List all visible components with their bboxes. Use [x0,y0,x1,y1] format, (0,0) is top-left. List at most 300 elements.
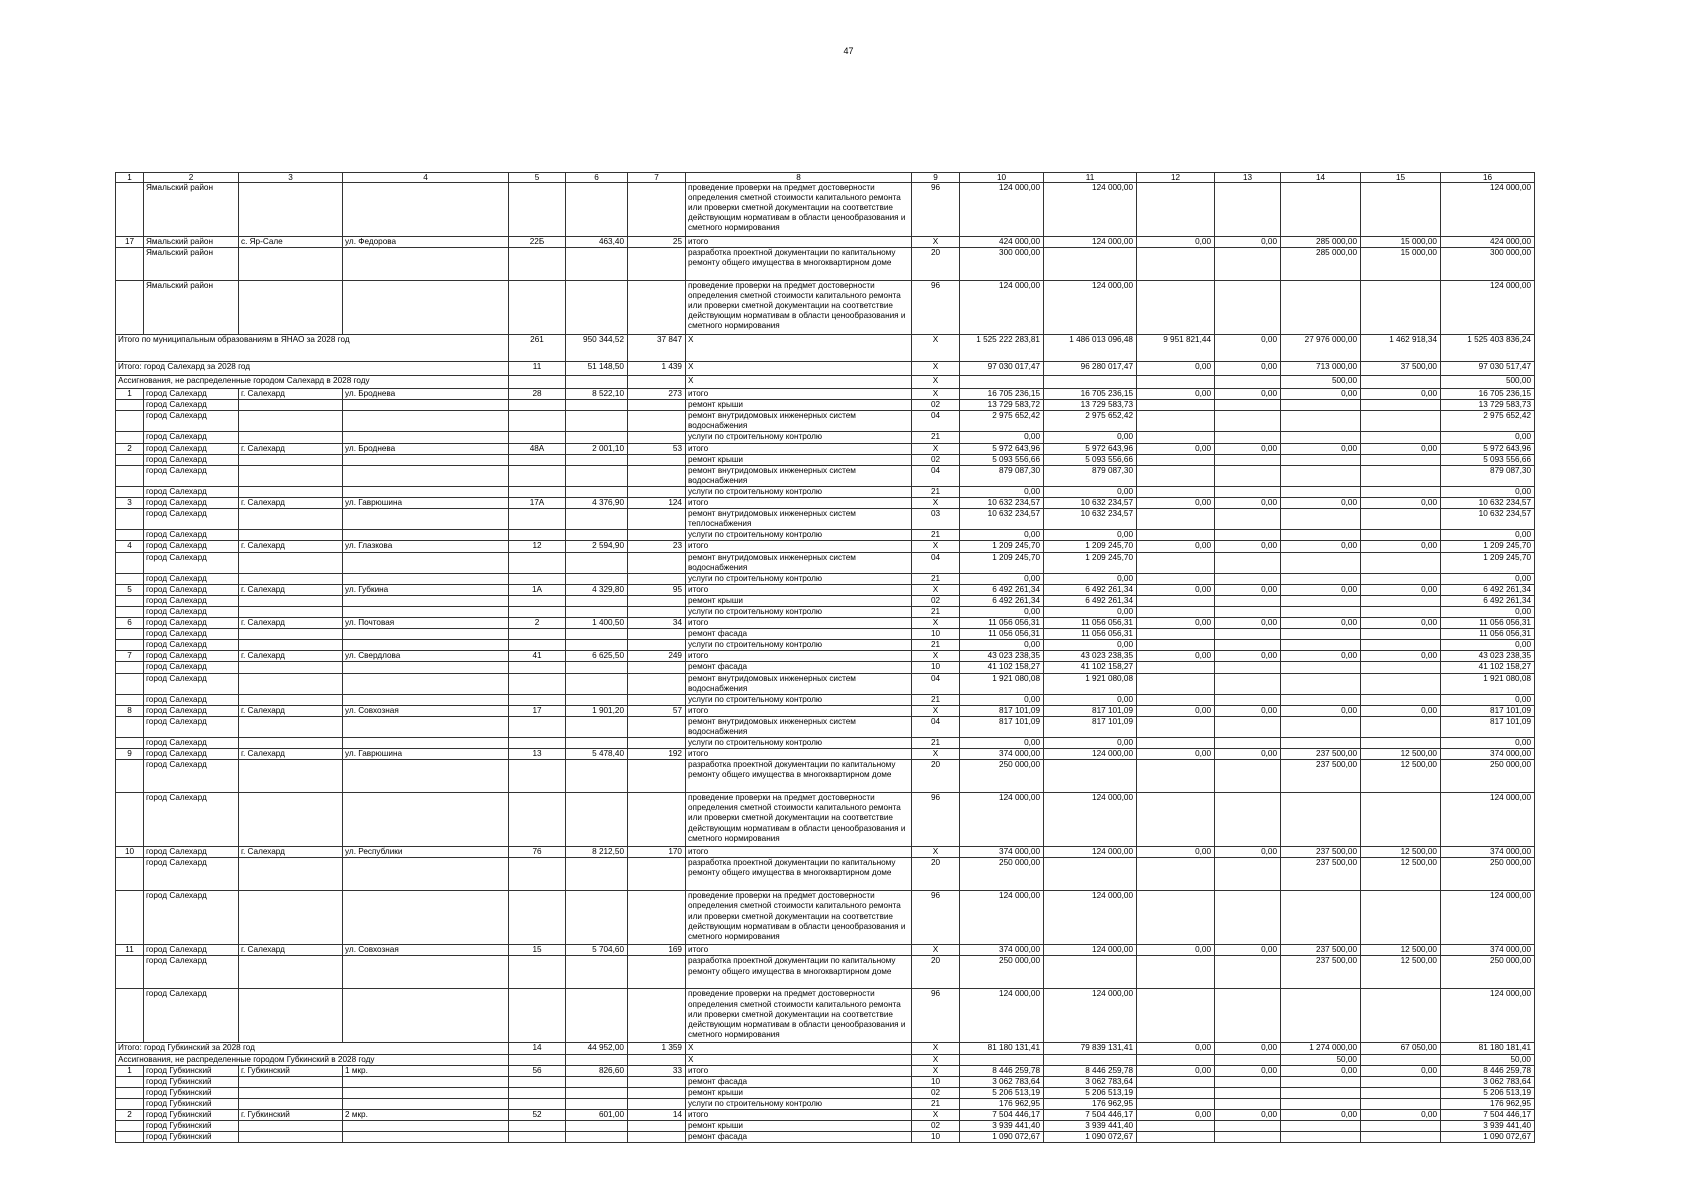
cell-house: 48А [509,443,566,454]
cell-municipality: город Салехард [144,651,239,662]
cell-street: ул. Гаврюшина [343,749,509,760]
cell-area [566,465,628,486]
cell-street [343,411,509,432]
cell-house: 2 [509,618,566,629]
cell-total-cost: 0,00 [960,530,1044,541]
cell-local-budget: 0,00 [1215,541,1281,552]
cell-settlement [239,595,343,606]
cell-total-sum: 50,00 [1441,1054,1535,1065]
cell-municipality: город Салехард [144,595,239,606]
cell-work-type: X [686,335,912,362]
cell-code: X [912,376,960,389]
cell-total-sum: 300 000,00 [1441,248,1535,281]
cell-regional-budget: 0,00 [1137,847,1215,858]
cell-street [343,738,509,749]
cell-municipality: город Салехард [144,640,239,651]
cell-municipality: Ямальский район [144,281,239,335]
cell-code: X [912,1110,960,1121]
cell-area [566,956,628,989]
cell-settlement: г. Салехард [239,443,343,454]
cell-area [566,376,628,389]
cell-code: 02 [912,1121,960,1132]
cell-residents [628,1054,686,1065]
cell-work-type: итого [686,584,912,595]
cell-house [509,1087,566,1098]
cell-municipality: город Салехард [144,629,239,640]
cell-code: 21 [912,573,960,584]
cell-work-type: проведение проверки на предмет достоверности определения сметной стоимости капитального ремонта или проверки сметной документации на соответствие действующим нормативам в области ценообразования и сметного нормирования [686,183,912,237]
cell-work-type: проведение проверки на предмет достоверности определения сметной стоимости капитального ремонта или проверки сметной документации на соответствие действующим нормативам в области ценообразования и сметного нормирования [686,281,912,335]
cell-total-sum: 124 000,00 [1441,989,1535,1043]
cell-regional-budget [1137,1054,1215,1065]
cell-total-sum: 176 962,95 [1441,1098,1535,1109]
cell-residents: 1 359 [628,1043,686,1054]
cell-total-cost: 5 093 556,66 [960,454,1044,465]
cell-owners-funds: 285 000,00 [1281,237,1361,248]
cell-num [116,573,144,584]
cell-fund-amount: 5 206 513,19 [1044,1087,1137,1098]
cell-num [116,1132,144,1143]
cell-other-funds [1361,1098,1441,1109]
cell-total-cost: 6 492 261,34 [960,595,1044,606]
cell-total-sum: 817 101,09 [1441,716,1535,737]
cell-owners-funds [1281,400,1361,411]
cell-settlement [239,1087,343,1098]
cell-code: 03 [912,509,960,530]
cell-residents [628,629,686,640]
cell-municipality: Ямальский район [144,183,239,237]
table-row [116,1098,1535,1109]
cell-regional-budget [1137,793,1215,847]
cell-other-funds: 0,00 [1361,389,1441,400]
cell-owners-funds: 237 500,00 [1281,858,1361,891]
cell-total-sum: 6 492 261,34 [1441,595,1535,606]
cell-regional-budget [1137,486,1215,497]
cell-work-type: ремонт внутридомовых инженерных систем водоснабжения [686,465,912,486]
cell-residents: 124 [628,498,686,509]
column-header: 12 [1137,173,1215,183]
summary-label: Ассигнования, не распределенные городом Салехард в 2028 году [116,376,509,389]
capital-repair-table-container [115,172,1535,1143]
cell-residents [628,1121,686,1132]
cell-area [566,793,628,847]
cell-total-sum: 250 000,00 [1441,858,1535,891]
cell-local-budget [1215,1087,1281,1098]
cell-total-sum: 5 972 643,96 [1441,443,1535,454]
cell-regional-budget: 0,00 [1137,651,1215,662]
cell-municipality: город Салехард [144,400,239,411]
cell-street [343,640,509,651]
cell-owners-funds: 237 500,00 [1281,945,1361,956]
cell-work-type: услуги по строительному контролю [686,738,912,749]
cell-code: X [912,651,960,662]
cell-regional-budget [1137,595,1215,606]
cell-total-cost: 1 525 222 283,81 [960,335,1044,362]
cell-area: 8 522,10 [566,389,628,400]
cell-regional-budget [1137,183,1215,237]
cell-settlement [239,1132,343,1143]
cell-total-sum: 41 102 158,27 [1441,662,1535,673]
capital-repair-table [115,172,1535,1143]
cell-street [343,858,509,891]
cell-area [566,606,628,617]
cell-other-funds: 1 462 918,34 [1361,335,1441,362]
cell-owners-funds [1281,486,1361,497]
cell-municipality: город Салехард [144,716,239,737]
cell-municipality: Ямальский район [144,248,239,281]
cell-settlement [239,432,343,443]
cell-total-sum: 250 000,00 [1441,956,1535,989]
cell-house: 41 [509,651,566,662]
cell-work-type: услуги по строительному контролю [686,530,912,541]
cell-area: 463,40 [566,237,628,248]
cell-area [566,1087,628,1098]
cell-fund-amount: 3 062 783,64 [1044,1076,1137,1087]
cell-house: 15 [509,945,566,956]
cell-settlement: г. Салехард [239,651,343,662]
table-row [116,552,1535,573]
cell-street [343,530,509,541]
cell-residents: 57 [628,705,686,716]
page-number: 47 [843,46,854,56]
cell-house: 261 [509,335,566,362]
cell-area: 1 901,20 [566,705,628,716]
cell-owners-funds: 0,00 [1281,1065,1361,1076]
table-row [116,432,1535,443]
cell-regional-budget [1137,716,1215,737]
cell-local-budget [1215,629,1281,640]
summary-row [116,335,1535,362]
table-row [116,1132,1535,1143]
cell-code: X [912,749,960,760]
cell-fund-amount [1044,760,1137,793]
cell-area: 2 001,10 [566,443,628,454]
cell-municipality: город Губкинский [144,1121,239,1132]
cell-local-budget [1215,281,1281,335]
cell-residents: 14 [628,1110,686,1121]
cell-fund-amount: 3 939 441,40 [1044,1121,1137,1132]
cell-total-sum: 374 000,00 [1441,749,1535,760]
cell-fund-amount: 79 839 131,41 [1044,1043,1137,1054]
cell-regional-budget [1137,509,1215,530]
cell-residents [628,858,686,891]
column-header: 6 [566,173,628,183]
cell-work-type: проведение проверки на предмет достоверности определения сметной стоимости капитального ремонта или проверки сметной документации на соответствие действующим нормативам в области ценообразования и сметного нормирования [686,793,912,847]
cell-municipality: город Салехард [144,749,239,760]
cell-house [509,411,566,432]
cell-work-type: ремонт крыши [686,400,912,411]
cell-other-funds [1361,662,1441,673]
cell-residents: 273 [628,389,686,400]
cell-num [116,183,144,237]
column-header: 2 [144,173,239,183]
cell-house [509,716,566,737]
cell-local-budget [1215,1121,1281,1132]
cell-other-funds [1361,1087,1441,1098]
cell-num [116,891,144,945]
cell-residents [628,552,686,573]
cell-regional-budget [1137,673,1215,694]
cell-total-sum: 5 206 513,19 [1441,1087,1535,1098]
cell-total-sum: 124 000,00 [1441,281,1535,335]
cell-residents [628,465,686,486]
cell-owners-funds: 1 274 000,00 [1281,1043,1361,1054]
cell-total-cost: 124 000,00 [960,891,1044,945]
cell-residents [628,432,686,443]
cell-other-funds [1361,183,1441,237]
cell-total-sum: 500,00 [1441,376,1535,389]
cell-municipality: город Салехард [144,705,239,716]
cell-settlement [239,1076,343,1087]
cell-total-sum: 11 056 056,31 [1441,629,1535,640]
cell-other-funds [1361,673,1441,694]
cell-regional-budget: 0,00 [1137,362,1215,376]
cell-local-budget: 0,00 [1215,945,1281,956]
column-header: 16 [1441,173,1535,183]
cell-house [509,858,566,891]
cell-work-type: ремонт внутридомовых инженерных систем водоснабжения [686,411,912,432]
cell-work-type: разработка проектной документации по капитальному ремонту общего имущества в многоквартирном доме [686,956,912,989]
cell-area: 8 212,50 [566,847,628,858]
cell-owners-funds [1281,530,1361,541]
cell-code: X [912,945,960,956]
cell-work-type: итого [686,498,912,509]
cell-work-type: итого [686,705,912,716]
cell-other-funds [1361,509,1441,530]
cell-total-sum: 1 921 080,08 [1441,673,1535,694]
cell-municipality: город Салехард [144,465,239,486]
cell-fund-amount [1044,858,1137,891]
cell-other-funds [1361,1076,1441,1087]
cell-total-sum: 1 209 245,70 [1441,541,1535,552]
cell-total-sum: 7 504 446,17 [1441,1110,1535,1121]
cell-work-type: проведение проверки на предмет достоверности определения сметной стоимости капитального ремонта или проверки сметной документации на соответствие действующим нормативам в области ценообразования и сметного нормирования [686,989,912,1043]
cell-street: 2 мкр. [343,1110,509,1121]
cell-total-cost: 0,00 [960,486,1044,497]
cell-fund-amount: 0,00 [1044,738,1137,749]
cell-code: 96 [912,989,960,1043]
cell-residents [628,573,686,584]
cell-fund-amount: 43 023 238,35 [1044,651,1137,662]
cell-area [566,858,628,891]
cell-num [116,1087,144,1098]
cell-house: 13 [509,749,566,760]
cell-settlement [239,248,343,281]
cell-total-cost: 817 101,09 [960,705,1044,716]
table-row [116,281,1535,335]
cell-regional-budget [1137,629,1215,640]
cell-work-type: X [686,1043,912,1054]
cell-area [566,716,628,737]
cell-street [343,956,509,989]
cell-code: X [912,1065,960,1076]
cell-municipality: город Губкинский [144,1132,239,1143]
cell-house [509,640,566,651]
cell-house [509,486,566,497]
cell-settlement [239,509,343,530]
cell-settlement: г. Салехард [239,618,343,629]
cell-municipality: город Салехард [144,454,239,465]
cell-code: 96 [912,183,960,237]
cell-num [116,530,144,541]
cell-owners-funds [1281,694,1361,705]
cell-municipality: город Салехард [144,498,239,509]
cell-total-cost: 8 446 259,78 [960,1065,1044,1076]
cell-other-funds [1361,432,1441,443]
cell-local-budget [1215,509,1281,530]
cell-residents: 23 [628,541,686,552]
cell-total-cost: 879 087,30 [960,465,1044,486]
cell-code: 02 [912,400,960,411]
column-header: 10 [960,173,1044,183]
cell-owners-funds: 27 976 000,00 [1281,335,1361,362]
table-row [116,662,1535,673]
cell-code: X [912,498,960,509]
cell-street: ул. Республики [343,847,509,858]
cell-owners-funds [1281,509,1361,530]
table-row [116,509,1535,530]
cell-owners-funds [1281,552,1361,573]
cell-num [116,1076,144,1087]
cell-total-cost: 374 000,00 [960,945,1044,956]
cell-other-funds [1361,595,1441,606]
cell-work-type: услуги по строительному контролю [686,432,912,443]
cell-municipality: город Салехард [144,432,239,443]
cell-total-sum: 879 087,30 [1441,465,1535,486]
cell-street [343,573,509,584]
cell-other-funds [1361,891,1441,945]
cell-area [566,552,628,573]
cell-regional-budget [1137,454,1215,465]
table-row [116,498,1535,509]
cell-house [509,400,566,411]
cell-residents [628,891,686,945]
table-row [116,629,1535,640]
cell-fund-amount: 16 705 236,15 [1044,389,1137,400]
cell-code: 10 [912,1132,960,1143]
cell-owners-funds: 237 500,00 [1281,956,1361,989]
cell-residents: 170 [628,847,686,858]
cell-settlement [239,640,343,651]
cell-code: 04 [912,716,960,737]
cell-total-cost: 250 000,00 [960,760,1044,793]
cell-num [116,248,144,281]
cell-other-funds [1361,1132,1441,1143]
cell-total-cost: 5 206 513,19 [960,1087,1044,1098]
cell-fund-amount: 1 209 245,70 [1044,541,1137,552]
cell-code: 21 [912,432,960,443]
column-header: 4 [343,173,509,183]
cell-street [343,552,509,573]
table-row [116,248,1535,281]
cell-regional-budget [1137,1076,1215,1087]
cell-fund-amount: 13 729 583,73 [1044,400,1137,411]
cell-fund-amount: 176 962,95 [1044,1098,1137,1109]
cell-other-funds: 12 500,00 [1361,760,1441,793]
cell-local-budget [1215,673,1281,694]
cell-owners-funds [1281,183,1361,237]
cell-work-type: X [686,1054,912,1065]
cell-residents: 1 439 [628,362,686,376]
cell-fund-amount: 124 000,00 [1044,183,1137,237]
cell-area [566,411,628,432]
table-row [116,606,1535,617]
cell-settlement [239,552,343,573]
cell-regional-budget: 0,00 [1137,705,1215,716]
cell-num [116,760,144,793]
cell-code: X [912,389,960,400]
cell-fund-amount: 5 972 643,96 [1044,443,1137,454]
cell-other-funds [1361,400,1441,411]
cell-owners-funds [1281,640,1361,651]
cell-area [566,400,628,411]
cell-municipality: город Салехард [144,989,239,1043]
cell-work-type: услуги по строительному контролю [686,606,912,617]
cell-area [566,1121,628,1132]
cell-local-budget [1215,595,1281,606]
cell-settlement: г. Салехард [239,389,343,400]
cell-regional-budget [1137,640,1215,651]
cell-local-budget [1215,400,1281,411]
cell-code: X [912,1054,960,1065]
cell-regional-budget [1137,606,1215,617]
cell-other-funds: 37 500,00 [1361,362,1441,376]
cell-residents [628,694,686,705]
cell-local-budget [1215,640,1281,651]
cell-house: 22Б [509,237,566,248]
table-row [116,389,1535,400]
cell-total-sum: 3 062 783,64 [1441,1076,1535,1087]
cell-local-budget [1215,606,1281,617]
cell-owners-funds [1281,716,1361,737]
cell-area [566,183,628,237]
cell-fund-amount: 6 492 261,34 [1044,584,1137,595]
cell-residents: 169 [628,945,686,956]
cell-local-budget [1215,858,1281,891]
cell-house [509,454,566,465]
cell-work-type: ремонт фасада [686,1132,912,1143]
cell-other-funds: 0,00 [1361,1065,1441,1076]
cell-owners-funds [1281,1132,1361,1143]
summary-label: Итого: город Салехард за 2028 год [116,362,509,376]
cell-house [509,1132,566,1143]
table-row [116,673,1535,694]
cell-owners-funds [1281,465,1361,486]
cell-total-sum: 81 180 181,41 [1441,1043,1535,1054]
cell-regional-budget: 0,00 [1137,498,1215,509]
cell-regional-budget: 0,00 [1137,749,1215,760]
cell-total-cost: 41 102 158,27 [960,662,1044,673]
cell-settlement: г. Салехард [239,541,343,552]
cell-street [343,595,509,606]
cell-total-cost: 124 000,00 [960,989,1044,1043]
cell-code: X [912,541,960,552]
table-row [116,573,1535,584]
table-row [116,891,1535,945]
table-row [116,237,1535,248]
cell-local-budget [1215,454,1281,465]
cell-num: 4 [116,541,144,552]
cell-other-funds [1361,486,1441,497]
cell-num [116,673,144,694]
table-row [116,454,1535,465]
cell-work-type: ремонт крыши [686,1087,912,1098]
cell-total-sum: 0,00 [1441,530,1535,541]
cell-total-cost: 0,00 [960,640,1044,651]
summary-label: Ассигнования, не распределенные городом Губкинский в 2028 году [116,1054,509,1065]
cell-regional-budget [1137,1098,1215,1109]
column-header: 13 [1215,173,1281,183]
